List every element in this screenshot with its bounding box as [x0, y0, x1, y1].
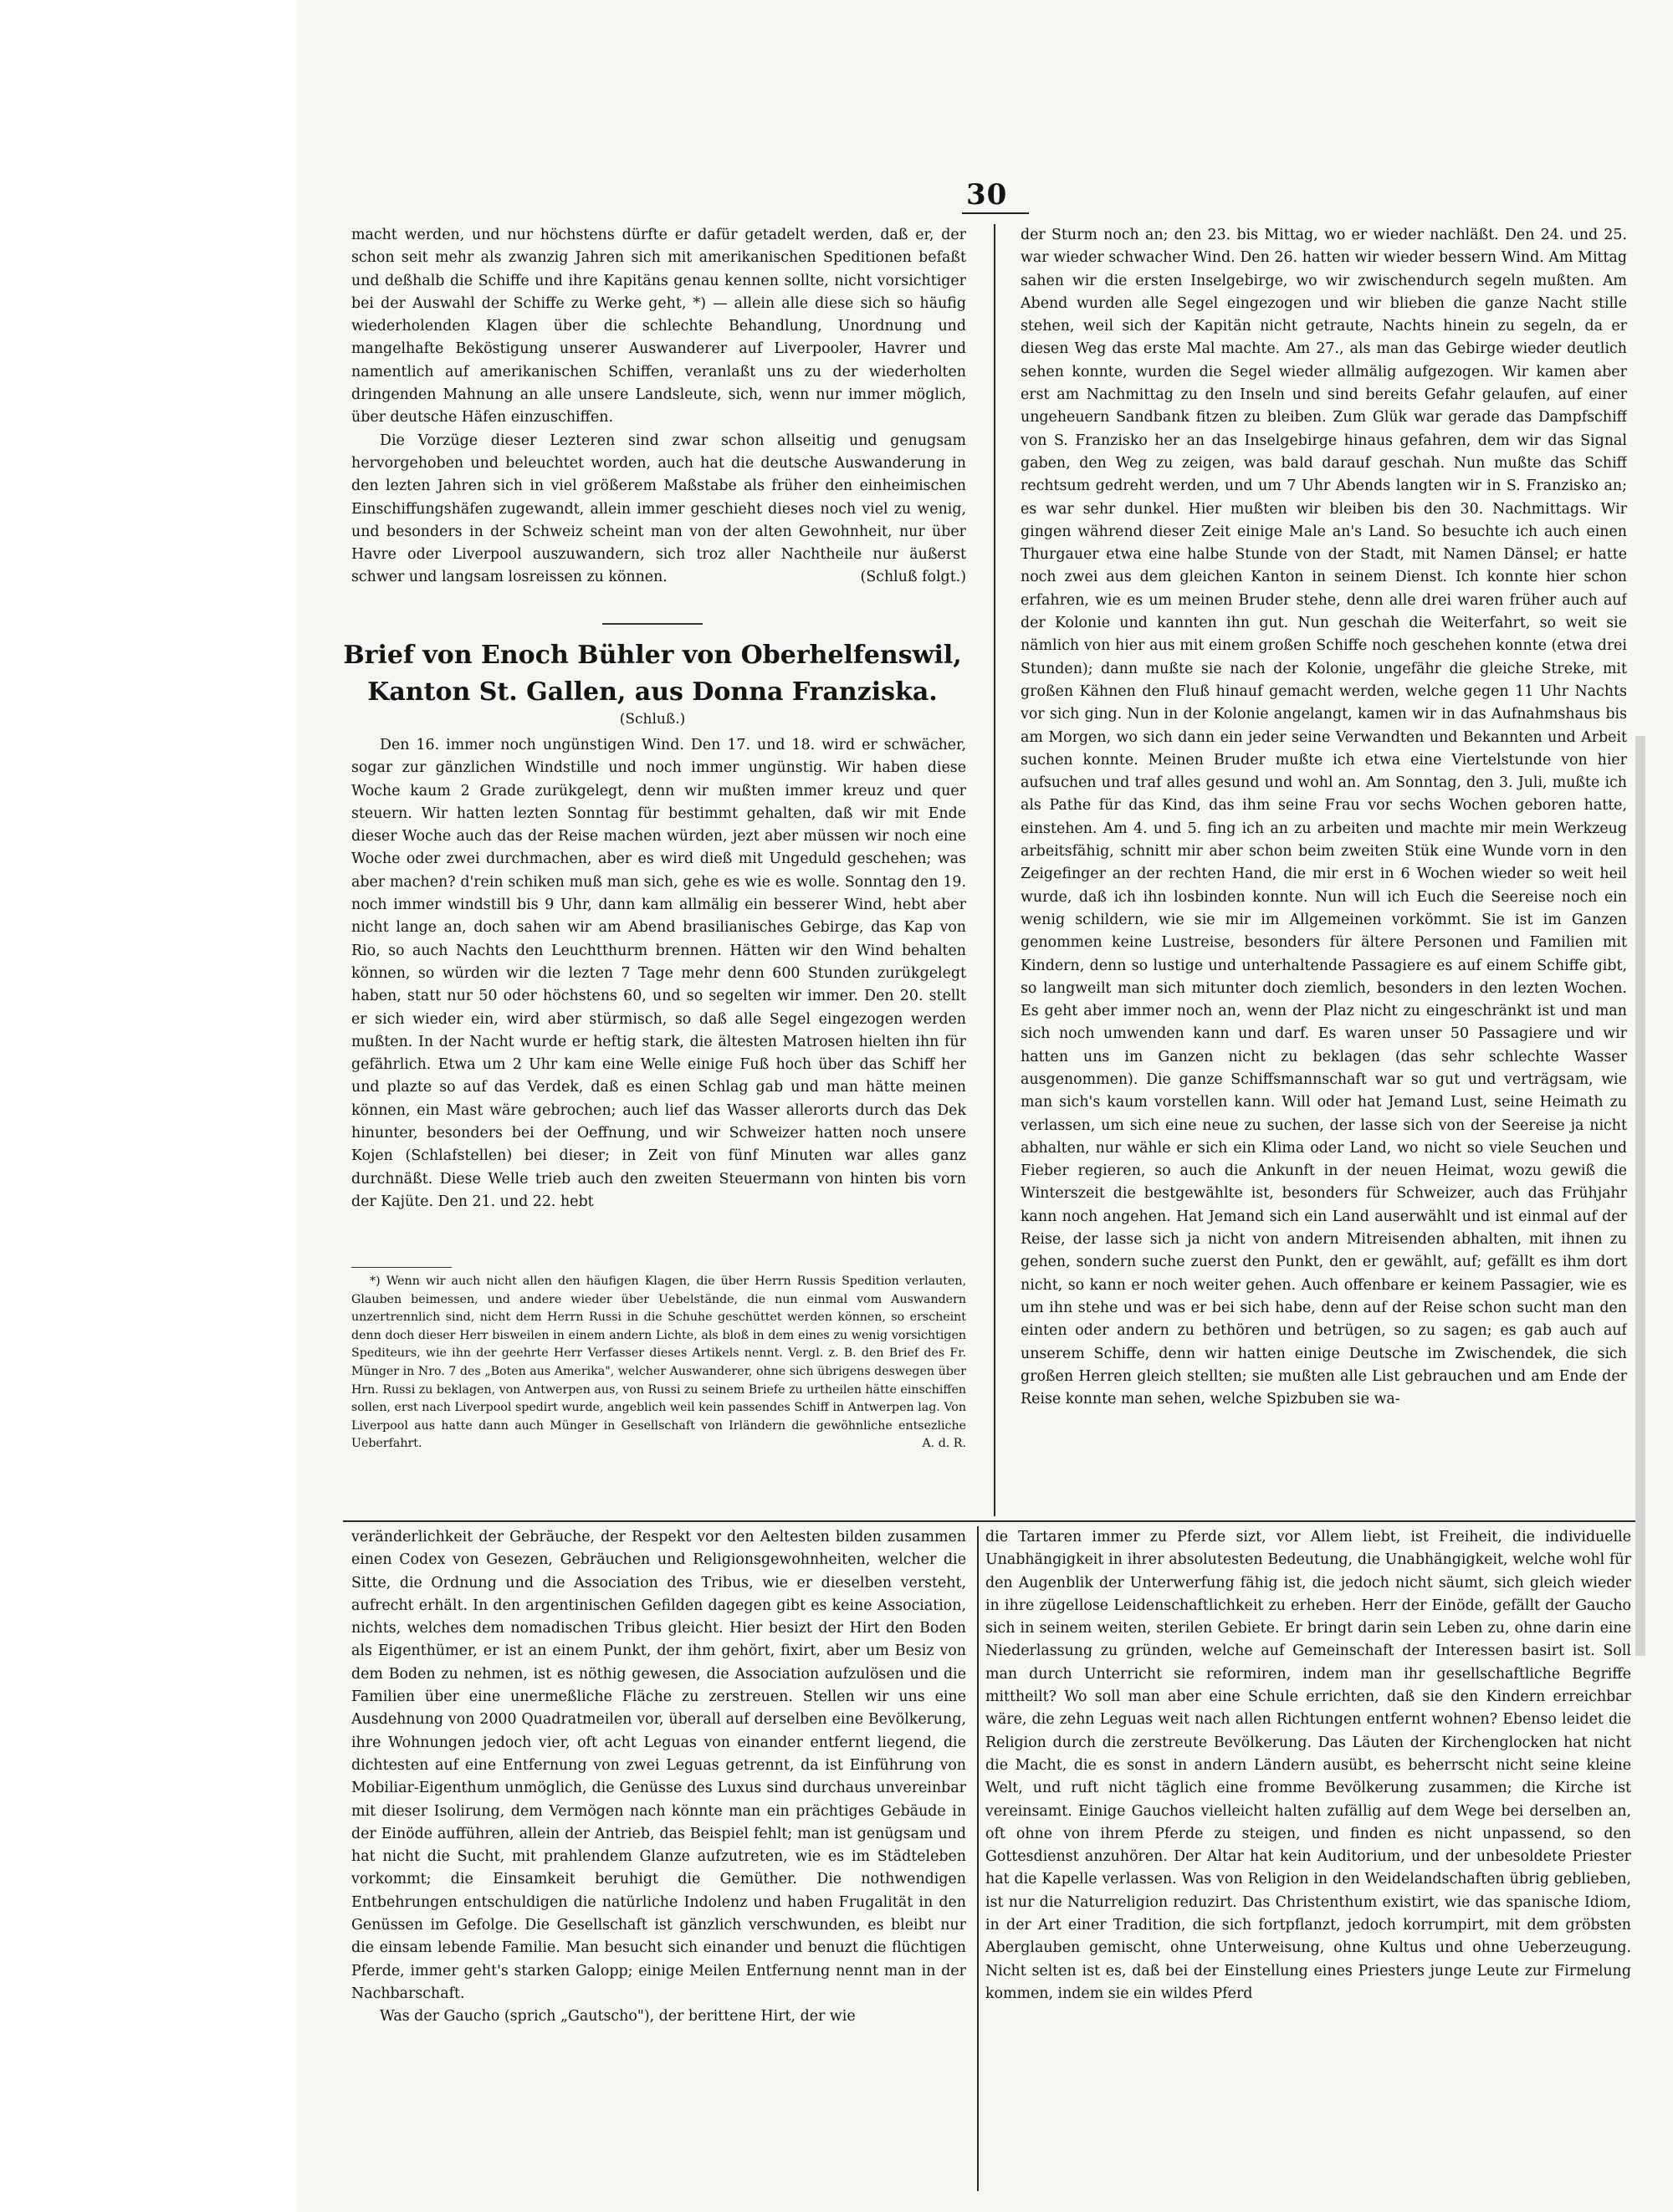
section-divider [343, 1520, 1635, 1522]
article-left-column [351, 734, 966, 1257]
footnote-text [351, 1273, 966, 1453]
footnote [351, 1273, 966, 1514]
article-subhead: (Schluß.) [619, 711, 686, 728]
left-top-paragraph: macht werden, und nur höchstens dürfte er dafür getadelt werden, daß er, der schon seit mehr als zwanzig Jahren sich mit amerikanischen Speditionen befaßt und deßhalb die Schiffe und ihre Kapitäns genau kennen sollte, nicht vorsichtiger bei der Auswahl der Schiffe zu Werke geht, *) — allein alle diese sich so häufig wiederholenden Klagen über die schlechte Behandlung, Unordnung und mangelhafte Beköstigung unserer Auswanderer auf Liverpooler, Havrer und namentlich auf amerikanischen Schiffen, veranlaßt uns zu der wiederholten dringenden Mahnung an alle unsere Landsleute, sich, wenn nur immer möglich, über deutsche Häfen einzuschiffen. [351, 227, 966, 427]
bottom-left-column [351, 1526, 966, 2191]
scan-shadow [1635, 736, 1645, 1656]
footnote-body: *) Wenn wir auch nicht allen den häufigen Klagen, die über Herrn Russis Spedition verlauten, Glauben beimessen, und andere wieder über Uebelstände, die nun einmal vom Auswandern unzertrennlich sind, nicht dem Herrn Russi in die Schuhe geschüttet werden können, so erscheint denn doch dieser Herr bisweilen in einem andern Lichte, als bloß in dem eines zu wenig vorsichtigen Spediteurs, wie ihn der geehrte Herr Verfasser dieses Artikels nennt. Vergl. z. B. den Brief des Fr. Münger in Nro. 7 des „Boten aus Amerika", welcher Auswanderer, ohne sich übrigens deswegen über Hrn. Russi zu beklagen, von Antwerpen aus, von Russi zu seinem Briefe zu urtheilen hätte einschiffen sollen, erst nach Liverpool spedirt wurde, angeblich weil kein passendes Schiff in Antwerpen lag. Von Liverpool aus hatte dann auch Münger in Gesellschaft von Irländern die gewöhnliche entsezliche Ueberfahrt. [351, 1275, 966, 1451]
column-divider [977, 1526, 979, 2191]
to-be-continued: (Schluß folgt.) [860, 569, 966, 586]
left-top-paragraph-text: Die Vorzüge dieser Lezteren sind zwar schon allseitig und genugsam hervorgehoben und beleuchtet worden, auch hat die deutsche Auswanderung in den lezten Jahren sich in viel größerem Maßstabe als früher den einheimischen Einschiffungshäfen zugewandt, allein immer geschieht dieses noch viel zu wenig, und besonders in der Schweiz scheint man von der alten Gewohnheit, nur über Havre oder Liverpool auszuwandern, sich troz aller Nachtheile nur äußerst schwer und langsam losreissen zu können. [351, 432, 966, 586]
footnote-rule [351, 1267, 452, 1268]
bottom-right-column [985, 1526, 1631, 2191]
left-top-column [351, 224, 966, 613]
article-headline [339, 637, 966, 711]
page-number-rule [962, 212, 1029, 214]
bottom-paragraph: die Tartaren immer zu Pferde sizt, vor Allem liebt, ist Freiheit, die individuelle Unabhängigkeit in ihrer absolutesten Bedeutung, die Unabhängigkeit, welche wohl für den Augenblik der Unterwerfung fähig ist, die jedoch nicht säumt, sich gleich wieder in ihre zügellose Leidenschaftlichkeit zu erheben. Herr der Einöde, gefällt der Gaucho sich in seinem weiten, sterilen Gebiete. Er bringt darin sein Leben zu, ohne darin eine Niederlassung zu gründen, welche auf Gemeinschaft der Interessen basirt ist. Soll man durch Unterricht sie reformiren, indem man ihr gesellschaftliche Begriffe mittheilt? Wo soll man aber eine Schule errichten, daß sie den Kindern erreichbar wäre, die zehn Leguas weit nach allen Richtungen entfernt wohnen? Ebenso leidet die Religion durch die zerstreute Bevölkerung. Das Läuten der Kirchenglocken hat nicht die Macht, die es sonst in andern Ländern ausübt, es beherrscht nicht seine kleine Welt, und ruft nicht täglich eine fromme Bevölkerung zusammen; die Kirche ist vereinsamt. Einige Gauchos vielleicht halten zufällig auf dem Wege bei derselben an, oft ohne von ihrem Pferde zu steigen, und finden es nicht unpassend, so den Gottesdienst anzuhören. Der Altar hat kein Auditorium, und der unbesoldete Priester hat die Kapelle verlassen. Was von Religion in den Weidelandschaften übrig geblieben, ist nur die Naturreligion reduzirt. Das Christenthum existirt, wie das spanische Idiom, in der Art einer Tradition, die sich fortpflanzt, jedoch korrumpirt, mit dem gröbsten Aberglauben gemischt, ohne Unterweisung, ohne Kultus und ohne Ueberzeugung. Nicht selten ist es, daß bei der Einstellung eines Priesters junge Leute zur Firmelung kommen, indem sie ein wildes Pferd [985, 1529, 1631, 2002]
page-number: 30 [966, 178, 1008, 212]
bottom-paragraph: Was der Gaucho (sprich „Gautscho"), der berittene Hirt, der wie [380, 2008, 856, 2026]
article-paragraph: Den 16. immer noch ungünstigen Wind. Den 17. und 18. wird er schwächer, sogar zur gänzlichen Windstille und noch immer ungünstig. Wir haben diese Woche kaum 2 Grade zurükgelegt, denn wir mußten immer kreuz und quer steuern. Wir hatten lezten Sonntag für bestimmt gehalten, daß wir mit Ende dieser Woche auch das der Reise machen würden, jezt aber müssen wir noch eine Woche oder zwei durchmachen, aber es wird dieß mit Ungeduld geschehen; was aber machen? d'rein schiken muß man sich, gehe es wie es wolle. Sonntag den 19. noch immer windstill bis 9 Uhr, dann kam allmälig ein besserer Wind, hebt aber nicht lange an, doch sahen wir am Abend brasilianisches Gebirge, das Kap von Rio, so auch Nachts den Leuchtthurm brennen. Hätten wir den Wind behalten können, so würden wir die lezten 7 Tage mehr denn 600 Stunden zurükgelegt haben, statt nur 50 oder höchstens 60, und so segelten wir immer. Den 20. stellt er sich wieder ein, wird aber stürmisch, so daß alle Segel eingezogen werden mußten. In der Nacht wurde er heftig stark, die ältesten Matrosen hielten ihn für gefährlich. Etwa um 2 Uhr kam eine Welle einige Fuß hoch über das Schiff her und plazte so auf das Verdek, daß es einen Schlag gab und man hätte meinen können, ein Mast wäre gebrochen; auch lief das Wasser allerorts durch das Dek hinunter, besonders bei der Oeffnung, und wir Schweizer hatten noch unsere Kojen (Schlafstellen) bei dieser; in Zeit von fünf Minuten war alles ganz durchnäßt. Diese Welle trieb auch den zweiten Steuermann von hinten bis vorn der Kajüte. Den 21. und 22. hebt [351, 737, 966, 1210]
footnote-signature: A. d. R. [922, 1437, 966, 1451]
section-rule [602, 623, 703, 625]
bottom-paragraph: veränderlichkeit der Gebräuche, der Respekt vor den Aeltesten bilden zusammen einen Codex von Gesezen, Gebräuchen und Religionsgewohnheiten, welcher die Sitte, die Ordnung und die Association des Tribus, wie er dieselben versteht, aufrecht erhält. In den argentinischen Gefilden dagegen gibt es keine Association, nichts, welches dem nomadischen Tribus gleicht. Hier besizt der Hirt den Boden als Eigenthümer, er ist an einem Punkt, der ihm gehört, fixirt, aber um Besiz von dem Boden zu nehmen, ist es nöthig gewesen, die Association aufzulösen und die Familien über eine unermeßliche Fläche zu zerstreuen. Stellen wir uns eine Ausdehnung von 2000 Quadratmeilen vor, überall auf derselben eine Bevölkerung, ihre Wohnungen jedoch vier, oft acht Leguas von einander entfernt liegend, die dichtesten auf eine Entfernung von zwei Leguas getrennt, da ist Einführung von Mobiliar-Eigenthum unmöglich, die Genüsse des Luxus sind durchaus unvereinbar mit dieser Isolirung, dem Vermögen nach könnte man ein prächtiges Gebäude in der Einöde aufführen, allein der Antrieb, das Beispiel fehlt; man ist genügsam und hat nicht die Sucht, mit prahlendem Glanze aufzutreten, wie es im Städteleben vorkommt; die Einsamkeit beruhigt die Gemüther. Die nothwendigen Entbehrungen entschuldigen die natürliche Indolenz und haben Frugalität in den Genüssen im Gefolge. Die Gesellschaft ist gänzlich verschwunden, es bleibt nur die einsam lebende Familie. Man besucht sich einander und benuzt die flüchtigen Pferde, immer geht's starken Galopp; einige Meilen Entfernung nennt man in der Nachbarschaft. [351, 1529, 966, 2002]
article-paragraph: der Sturm noch an; den 23. bis Mittag, wo er wieder nachläßt. Den 24. und 25. war wieder schwacher Wind. Den 26. hatten wir wieder bessern Wind. Am Mittag sahen wir die ersten Inselgebirge, wo wir zwischendurch segeln mußten. Am Abend wurden alle Segel eingezogen und wir blieben die ganze Nacht stille stehen, weil sich der Kapitän nicht getraute, Nachts hinein zu segeln, da er diesen Weg das erste Mal machte. Am 27., als man das Gebirge wieder deutlich sehen konnte, wurden die Segel wieder allmälig aufgezogen. Wir kamen aber erst am Nachmittag zu den Inseln und sind bereits Gefahr gelaufen, auf einer ungeheuern Sandbank fitzen zu bleiben. Zum Glük war gerade das Dampfschiff von S. Franzisko her an das Inselgebirge hinaus gefahren, dem wir das Signal gaben, den Weg zu zeigen, was bald darauf geschah. Nun mußte das Schiff rechtsum gedreht werden, und um 7 Uhr Abends langten wir in S. Franzisko an; es war sehr dunkel. Hier mußten wir bleiben bis den 30. Nachmittags. Wir gingen während dieser Zeit einige Male an's Land. So besuchte ich auch einen Thurgauer etwa eine halbe Stunde von der Stadt, mit Namen Dänsel; er hatte noch zwei aus dem gleichen Kanton in seinem Dienst. Ich konnte hier schon erfahren, wie es um meinen Bruder stehe, denn alle drei waren früher auch auf der Kolonie und kannten ihn gut. Nun geschah die Weiterfahrt, so weit sie nämlich von hier aus mit einem großen Schiffe noch geschehen konnte (etwa drei Stunden); dann mußte sie nach der Kolonie, ungefähr die gleiche Streke, mit großen Kähnen den Fluß hinauf gemacht werden, welche gegen 11 Uhr Nachts vor sich ging. Nun in der Kolonie angelangt, kamen wir in das Aufnahmshaus bis am Morgen, wo sich dann ein jeder seine Verwandten und Bekannten und Arbeit suchen konnte. Meinen Bruder mußte ich etwa eine Viertelstunde von hier aufsuchen und traf alles gesund und wohl an. Am Sonntag, den 3. Juli, mußte ich als Pathe für das Kind, das ihm seine Frau vor sechs Wochen geboren hatte, einstehen. Am 4. und 5. fing ich an zu arbeiten und machte mir mein Werkzeug arbeitsfähig, schnitt mir aber schon beim zweiten Stük eine Wunde vorn in den Zeigefinger an der rechten Hand, die mir erst in 6 Wochen wieder so weit heil wurde, daß ich ihn losbinden konnte. Nun will ich Euch die Seereise noch ein wenig schildern, wie sie mir im Allgemeinen vorkömmt. Sie ist im Ganzen genommen keine Lustreise, besonders für ältere Personen und Familien mit Kindern, denn so lustige und unterhaltende Passagiere es auf einem Schiffe gibt, so langweilt man sich mitunter doch ziemlich, besonders in den lezten Wochen. Es geht aber immer noch an, wenn der Plaz nicht zu eingeschränkt ist und man sich noch umwenden kann und darf. Es waren unser 50 Passagiere und wir hatten uns im Ganzen nicht zu beklagen (das sehr schlechte Wasser ausgenommen). Die ganze Schiffsmannschaft war so gut und verträgsam, wie man sich's kaum vorstellen kann. Will oder hat Jemand Lust, seine Heimath zu verlassen, um sich eine neue zu suchen, der lasse sich von der Seereise ja nicht abhalten, nur wähle er sich ein Klima oder Land, wo nicht so viele Seuchen und Fieber regieren, so auch die Ankunft in der neuen Heimat, wozu gewiß die Winterszeit die bestgewählte ist, besonders für Schweizer, auch das Frühjahr kann noch angehen. Hat Jemand sich ein Land auserwählt und ist einmal auf der Reise, der lasse sich ja nicht von andern Mitreisenden abhalten, mit ihnen zu gehen, sondern suche zuerst den Punkt, den er gewählt, auf; gefällt es ihm dort nicht, so kann er noch weiter gehen. Auch offenbare er keinem Passagier, wie es um ihn stehe und was er bei sich habe, denn auf der Reise schon sucht man den einten oder andern zu bethören und betrügen, so zu sagen; es gab auch auf unserem Schiffe, denn wir hatten einige Deutsche im Zwischendek, die sich großen Herren gleich stellten; sie mußten alle List gebrauchen und am Ende der Reise konnte man sehen, welche Spizbuben sie wa- [1021, 227, 1627, 1408]
left-top-paragraph [351, 430, 966, 590]
article-headline-line: Brief von Enoch Bühler von Oberhelfenswil, [343, 641, 962, 670]
article-right-column [1021, 224, 1627, 1516]
article-headline-line: Kanton St. Gallen, aus Donna Franziska. [367, 677, 938, 707]
column-divider [994, 224, 995, 1516]
